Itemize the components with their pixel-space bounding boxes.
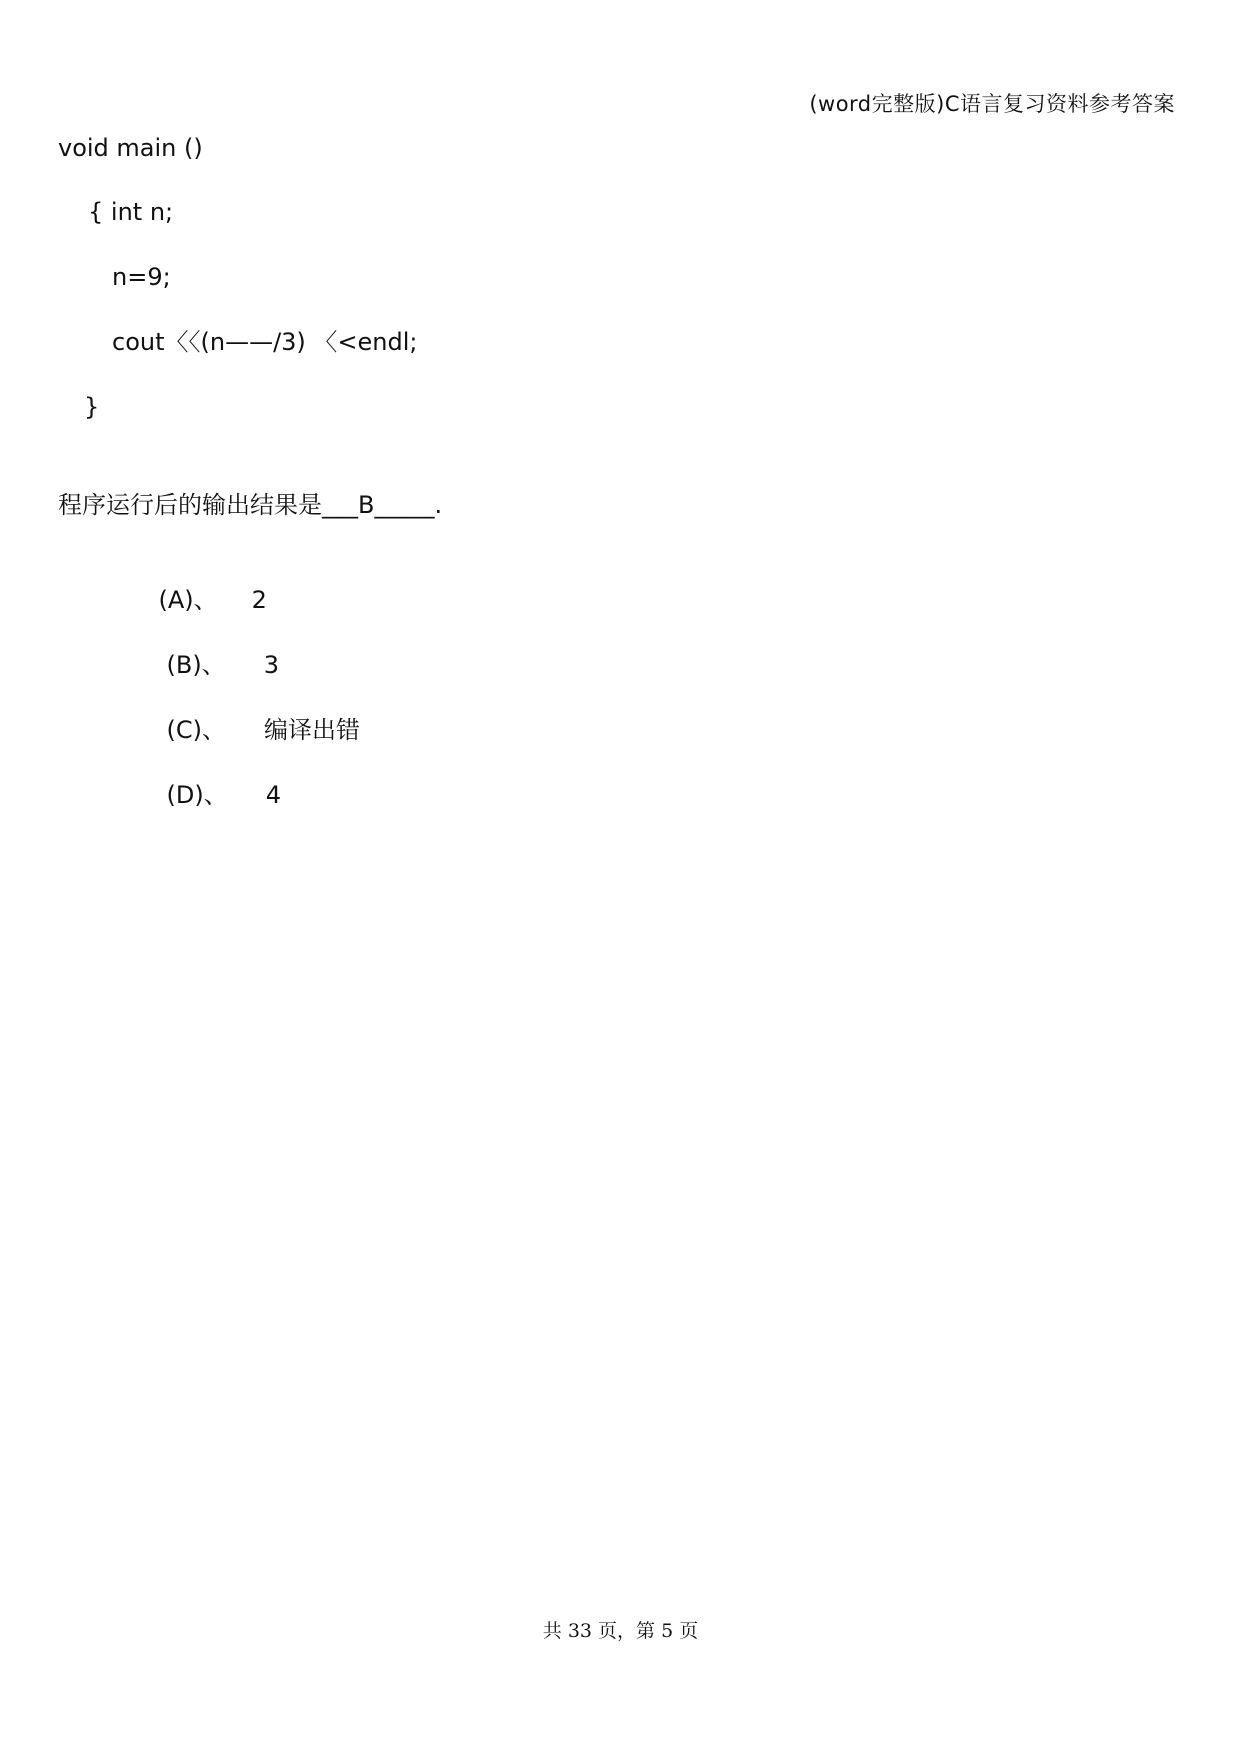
question-text: 程序运行后的输出结果是___B_____.	[58, 491, 443, 519]
option-d-value: 4	[265, 781, 282, 809]
page-header-title: (word完整版)C语言复习资料参考答案	[809, 92, 1175, 116]
option-b-label: (B)、	[166, 651, 226, 679]
code-line-2: { int n;	[88, 198, 174, 226]
code-line-3: n=9;	[112, 263, 171, 291]
option-d	[136, 750, 281, 840]
option-b-value: 3	[263, 651, 279, 679]
code-line-1: void main ()	[58, 134, 203, 162]
page-footer-page-number: 共 33 页，第 5 页	[542, 1620, 699, 1642]
option-a-value: 2	[251, 586, 267, 614]
option-c-label: (C)、	[166, 716, 226, 744]
option-a-label: (A)、	[158, 586, 218, 614]
option-c-value: 编译出错	[264, 716, 360, 744]
option-d-label: (D)、	[166, 781, 228, 809]
code-line-4: cout〈〈(n——/3) 〈<endl;	[112, 328, 418, 356]
code-line-5: }	[84, 393, 100, 421]
